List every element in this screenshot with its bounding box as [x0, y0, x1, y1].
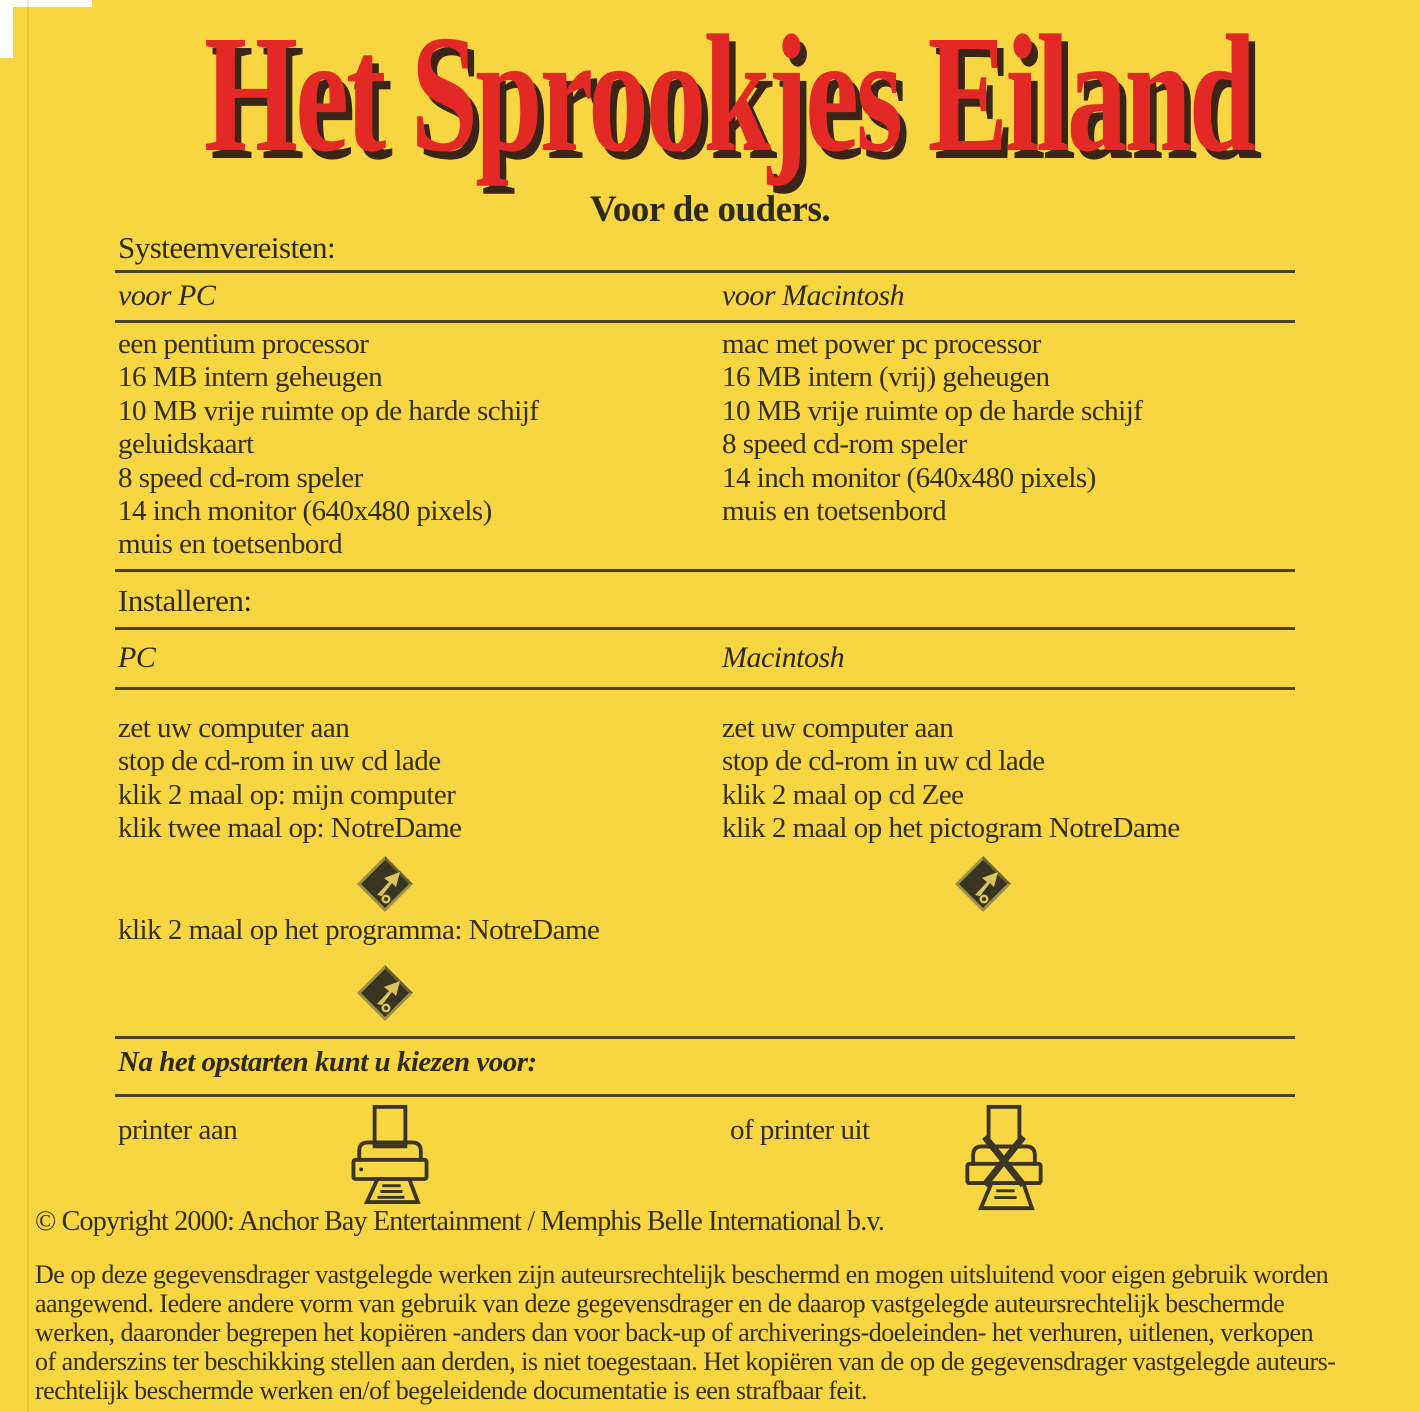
printer-off-label: of printer uit	[730, 1114, 870, 1146]
list-item: 10 MB vrije ruimte op de harde schijf	[118, 394, 539, 427]
divider	[115, 270, 1295, 273]
divider	[115, 627, 1295, 630]
list-item: klik 2 maal op het pictogram NotreDame	[722, 812, 1180, 845]
pc-install-header: PC	[118, 641, 156, 674]
notredame-diamond-icon	[356, 855, 414, 913]
legal-line: werken, daaronder begrepen het kopiëren -anders dan voor back-up of archiverings-doeleinden- het verhuren, uitlenen, verkopen	[35, 1318, 1314, 1347]
legal-text	[35, 1260, 1335, 1405]
list-item: stop de cd-rom in uw cd lade	[118, 745, 441, 778]
paper-top	[989, 1107, 1020, 1147]
divider	[115, 569, 1295, 572]
list-item: 10 MB vrije ruimte op de harde schijf	[722, 394, 1143, 427]
legal-line: aangewend. Iedere andere vorm van gebruik van deze gegevensdrager en de daarop vastgelegde auteursrechtelijk beschermde	[35, 1289, 1285, 1318]
pc-column-header: voor PC	[118, 279, 216, 312]
list-item: 16 MB intern geheugen	[118, 361, 383, 394]
printer-body	[353, 1160, 426, 1179]
list-item: muis en toetsenbord	[118, 528, 343, 561]
paper-top	[375, 1107, 406, 1146]
legal-line: rechtelijk beschermde werken en/of begeleidende documentatie is een strafbaar feit.	[35, 1376, 867, 1405]
install-heading: Installeren:	[118, 583, 252, 618]
divider	[115, 1094, 1295, 1097]
list-item: muis en toetsenbord	[722, 495, 947, 528]
pc-install-extra-step: klik 2 maal op het programma: NotreDame	[118, 914, 600, 946]
printer-icon	[344, 1104, 436, 1204]
mac-column-header: voor Macintosh	[722, 279, 905, 312]
list-item: zet uw computer aan	[118, 712, 350, 744]
printer-body	[967, 1164, 1040, 1183]
list-item: zet uw computer aan	[722, 712, 954, 744]
list-item: klik twee maal op: NotreDame	[118, 812, 462, 845]
list-item: klik 2 maal op cd Zee	[722, 778, 964, 811]
printer-on-label: printer aan	[118, 1114, 238, 1146]
page-title-wrap	[0, 1, 1420, 187]
list-item: geluidskaart	[118, 428, 254, 461]
list-item: 8 speed cd-rom speler	[118, 461, 363, 494]
notredame-diamond-icon	[356, 964, 414, 1022]
list-item: 8 speed cd-rom speler	[722, 428, 967, 461]
list-item: 16 MB intern (vrij) geheugen	[722, 361, 1050, 394]
system-requirements-heading: Systeemvereisten:	[118, 230, 336, 265]
page-title: Het Sprookjes Eiland	[204, 1, 1254, 187]
legal-line: of anderszins ter beschikking stellen aan derden, is niet toegestaan. Het kopiëren van de op de gegevensdrager vastgelegde auteurs-	[35, 1347, 1336, 1376]
list-item: 14 inch monitor (640x480 pixels)	[118, 495, 492, 528]
startup-options-heading: Na het opstarten kunt u kiezen voor:	[118, 1046, 537, 1078]
pc-install-steps	[118, 712, 462, 846]
divider	[115, 1036, 1295, 1039]
list-item: een pentium processor	[118, 328, 369, 360]
list-item: mac met power pc processor	[722, 328, 1041, 360]
legal-line: De op deze gegevensdrager vastgelegde werken zijn auteursrechtelijk beschermd en mogen uitsluitend voor eigen gebruik worden	[35, 1260, 1329, 1289]
cross-mark	[985, 1137, 1024, 1185]
printer-crossed-icon	[958, 1104, 1050, 1212]
mac-install-steps	[722, 712, 1180, 846]
divider	[115, 687, 1295, 690]
notredame-diamond-icon	[954, 855, 1012, 913]
mac-install-header: Macintosh	[722, 641, 845, 674]
list-item: 14 inch monitor (640x480 pixels)	[722, 461, 1096, 494]
pc-requirements-list	[118, 328, 538, 562]
mac-requirements-list	[722, 328, 1142, 528]
list-item: klik 2 maal op: mijn computer	[118, 778, 456, 811]
page-subtitle: Voor de ouders.	[589, 189, 831, 230]
copyright-line: © Copyright 2000: Anchor Bay Entertainment / Memphis Belle International b.v.	[35, 1206, 885, 1237]
paper-out	[981, 1183, 1032, 1208]
list-item: stop de cd-rom in uw cd lade	[722, 745, 1045, 778]
divider	[115, 320, 1295, 323]
